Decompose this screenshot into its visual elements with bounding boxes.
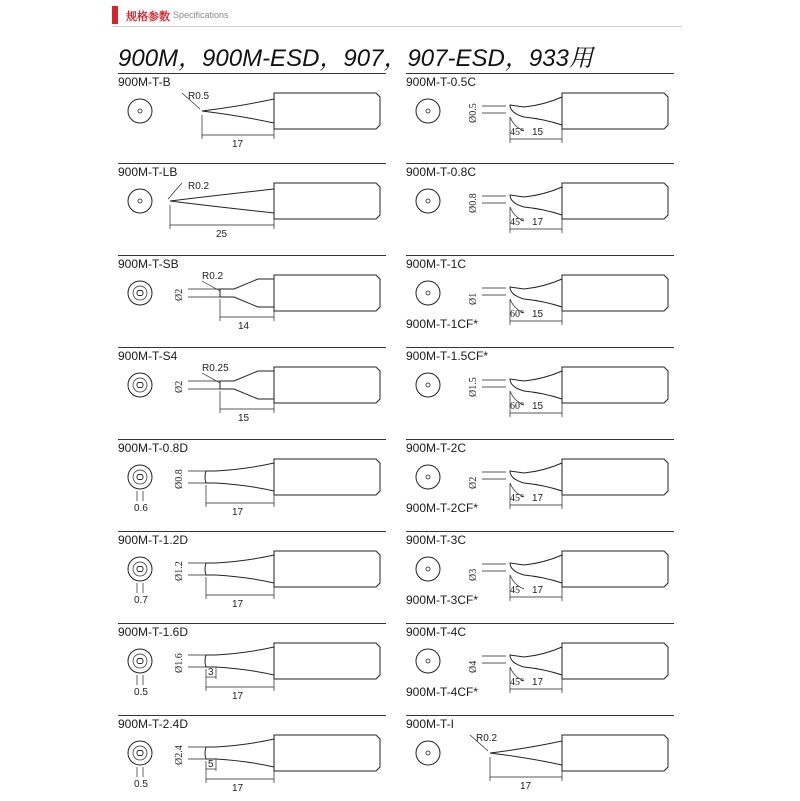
tip-bevel	[510, 463, 562, 491]
width-label: 0.5	[134, 779, 148, 790]
length-label: 17	[532, 217, 544, 228]
tip-barrel	[562, 183, 668, 219]
tip-end-point	[138, 109, 142, 113]
tip-bevel	[510, 279, 562, 307]
tip-barrel	[562, 643, 668, 679]
tip-end-view	[416, 189, 440, 213]
angle-label: 45°	[510, 127, 524, 138]
tip-cone	[170, 189, 274, 213]
tip-model-name: 900M-T-1.6D	[118, 625, 189, 639]
tip-end-view	[128, 741, 152, 765]
tip-barrel	[562, 735, 668, 771]
tip-model-name: 900M-T-4C	[406, 625, 467, 639]
tip-spec-6	[118, 347, 388, 433]
tip-end-inner	[133, 286, 147, 300]
tip-end-view	[128, 373, 152, 397]
radius-label: R0.25	[202, 363, 229, 374]
length-label: 17	[232, 783, 244, 794]
tip-model-name: 900M-T-I	[406, 717, 455, 731]
tip-drawing	[118, 347, 388, 433]
tip-end-flat	[137, 751, 143, 756]
tip-spec-11	[406, 531, 676, 617]
tip-barrel	[274, 183, 380, 219]
tip-spec-13	[406, 623, 676, 709]
tip-spec-12	[118, 623, 388, 709]
tip-model-name: 900M-T-1.2D	[118, 533, 189, 547]
tip-end-flat	[137, 567, 143, 572]
tip-end-inner	[133, 470, 147, 484]
tip-end-inner	[133, 562, 147, 576]
radius-leader	[202, 281, 220, 291]
section-title-en: Specifications	[173, 10, 229, 20]
tip-drawing	[406, 255, 676, 341]
tip-end-point	[138, 199, 142, 203]
tip-model-name: 900M-T-0.5C	[406, 75, 477, 89]
dia-label: Ø0.8	[174, 469, 185, 489]
dia-label: Ø4	[468, 660, 479, 673]
tip-chisel	[205, 555, 274, 583]
tip-spec-2	[118, 163, 388, 249]
tip-model-name: 900M-T-0.8C	[406, 165, 477, 179]
tip-model-name-alt: 900M-T-2CF*	[406, 501, 479, 515]
length-label: 15	[238, 413, 250, 424]
dia-label: Ø2.4	[174, 745, 185, 765]
tip-drawing	[406, 439, 676, 525]
section-header	[0, 0, 800, 28]
angle-label: 45°	[510, 217, 524, 228]
radius-label: R0.2	[188, 181, 210, 192]
radius-leader	[168, 183, 182, 199]
tip-drawing	[406, 623, 676, 709]
tip-barrel	[274, 459, 380, 495]
dia-label: Ø2	[468, 476, 479, 489]
tip-barrel	[274, 93, 380, 129]
tip-end-point	[426, 659, 430, 663]
tip-spec-0	[118, 73, 388, 159]
tip-bevel	[510, 647, 562, 675]
tip-barrel	[274, 275, 380, 311]
tip-barrel	[274, 551, 380, 587]
tip-end-view	[128, 465, 152, 489]
tip-cone	[202, 99, 274, 123]
length-label: 17	[532, 677, 544, 688]
tip-end-point	[426, 199, 430, 203]
length-label: 17	[232, 139, 244, 150]
tip-end-point	[426, 291, 430, 295]
tip-end-view	[416, 373, 440, 397]
tip-end-view	[128, 99, 152, 123]
tip-end-view	[128, 649, 152, 673]
tip-end-inner	[133, 746, 147, 760]
tip-end-flat	[137, 383, 143, 388]
tip-drawing	[406, 715, 676, 801]
tip-drawing	[406, 531, 676, 617]
tip-barrel	[274, 643, 380, 679]
length-label: 15	[532, 401, 544, 412]
tip-barrel	[562, 367, 668, 403]
tip-end-point	[426, 751, 430, 755]
tip-spec-8	[118, 439, 388, 525]
tip-end-view	[128, 281, 152, 305]
tip-bevel	[510, 371, 562, 399]
tip-spec-1	[406, 73, 676, 159]
tip-model-name: 900M-T-LB	[118, 165, 178, 179]
angle-label: 45°	[510, 677, 524, 688]
tip-barrel	[562, 275, 668, 311]
section-title-zh: 规格参数	[126, 11, 170, 23]
tip-end-flat	[137, 291, 143, 296]
tip-spec-4	[118, 255, 388, 341]
tip-model-name-alt: 900M-T-1CF*	[406, 317, 479, 331]
tip-end-inner	[133, 378, 147, 392]
angle-label: 45°	[510, 493, 524, 504]
length-label: 17	[520, 781, 532, 792]
tip-end-flat	[137, 659, 143, 664]
tip-model-name: 900M-T-0.8D	[118, 441, 189, 455]
tip-barrel	[274, 367, 380, 403]
tip-spec-7	[406, 347, 676, 433]
tip-end-view	[128, 557, 152, 581]
tip-barrel	[562, 459, 668, 495]
tip-chisel	[205, 463, 274, 491]
length-label: 17	[532, 493, 544, 504]
angle-label: 45	[510, 585, 520, 596]
tip-barrel	[562, 551, 668, 587]
page-title: 900M，900M-ESD，907，907-ESD，933用	[118, 45, 593, 72]
dia-label: Ø2	[174, 380, 185, 393]
tip-end-view	[416, 99, 440, 123]
tip-spec-9	[406, 439, 676, 525]
tip-model-name: 900M-T-B	[118, 75, 171, 89]
header-divider	[112, 26, 682, 27]
radius-leader	[202, 373, 220, 383]
tip-drawing	[118, 73, 388, 159]
length-label: 14	[238, 321, 250, 332]
tip-end-flat	[137, 475, 143, 480]
tip-barrel	[562, 93, 668, 129]
angle-label: 60°	[510, 309, 524, 320]
tip-end-view	[416, 649, 440, 673]
tip-end-point	[426, 383, 430, 387]
length-label: 17	[232, 507, 244, 518]
tip-bevel	[510, 555, 562, 583]
length-label: 25	[216, 229, 228, 240]
section-marker	[112, 6, 118, 24]
width-label: 0.7	[134, 595, 148, 606]
tip-drawing	[118, 531, 388, 617]
tip-end-view	[416, 465, 440, 489]
tip-barrel	[274, 735, 380, 771]
tip-drawing	[406, 73, 676, 159]
tip-chisel	[205, 647, 274, 675]
tip-end-view	[128, 189, 152, 213]
tip-end-view	[416, 741, 440, 765]
step-label: 5	[208, 759, 214, 770]
tip-drawing	[118, 439, 388, 525]
tip-end-point	[426, 109, 430, 113]
angle-label: 60°	[510, 401, 524, 412]
length-label: 17	[232, 599, 244, 610]
dia-label: Ø2	[174, 288, 185, 301]
length-label: 15	[532, 309, 544, 320]
step-label: 3	[208, 667, 214, 678]
tip-end-point	[426, 475, 430, 479]
dia-label: Ø0.8	[468, 193, 479, 213]
tip-model-name-alt: 900M-T-3CF*	[406, 593, 479, 607]
tip-stepped-shank	[220, 371, 274, 399]
tip-drawing	[406, 163, 676, 249]
dia-label: Ø1.5	[468, 377, 479, 397]
width-label: 0.5	[134, 687, 148, 698]
dia-label: Ø1.2	[174, 561, 185, 581]
tip-end-view	[416, 281, 440, 305]
dia-label: Ø1.6	[174, 653, 185, 673]
radius-label: R0.2	[476, 733, 498, 744]
tip-stepped-shank	[220, 279, 274, 307]
width-label: 0.6	[134, 503, 148, 514]
tip-model-name: 900M-T-SB	[118, 257, 179, 271]
radius-label: R0.2	[202, 271, 224, 282]
tip-drawing	[118, 163, 388, 249]
tip-model-name: 900M-T-1C	[406, 257, 467, 271]
tip-model-name: 900M-T-S4	[118, 349, 178, 363]
tip-model-name: 900M-T-1.5CF*	[406, 349, 489, 363]
tip-drawing	[406, 347, 676, 433]
tip-model-name: 900M-T-2.4D	[118, 717, 189, 731]
length-label: 15	[532, 127, 544, 138]
tip-spec-15	[406, 715, 676, 801]
tip-spec-5	[406, 255, 676, 341]
radius-label: R0.5	[188, 91, 210, 102]
tip-model-name: 900M-T-2C	[406, 441, 467, 455]
tip-drawing	[118, 255, 388, 341]
tip-end-view	[416, 557, 440, 581]
tip-chisel	[205, 739, 274, 767]
dia-label: Ø0.5	[468, 103, 479, 123]
tip-model-name-alt: 900M-T-4CF*	[406, 685, 479, 699]
tip-cone	[490, 741, 562, 765]
tip-bevel	[510, 187, 562, 215]
tip-model-name: 900M-T-3C	[406, 533, 467, 547]
tip-end-point	[426, 567, 430, 571]
tip-end-inner	[133, 654, 147, 668]
length-label: 17	[232, 691, 244, 702]
length-label: 17	[532, 585, 544, 596]
dia-label: Ø3	[468, 568, 479, 581]
tip-spec-10	[118, 531, 388, 617]
dia-label: Ø1	[468, 292, 479, 305]
tip-spec-14	[118, 715, 388, 801]
tip-drawing	[118, 623, 388, 709]
tip-spec-3	[406, 163, 676, 249]
tip-bevel	[510, 97, 562, 125]
tip-drawing	[118, 715, 388, 801]
